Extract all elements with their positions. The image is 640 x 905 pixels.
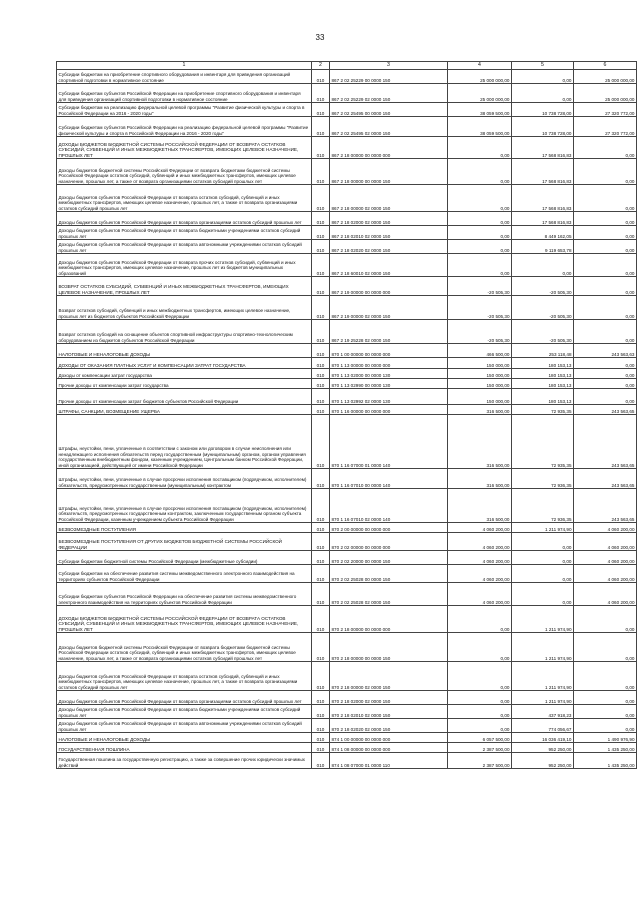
row-name-cell: Доходы бюджетов бюджетной системы Российской Федерации от возврата бюджетами бюджетной системы Российской Федерации остатков субсидий, субвенций и иных межбюджетных трансфертов, имеющих целевое назначение, прошлых лет, а также от возврата организациями остатков субсидий прошлых лет [57, 159, 312, 185]
row-kbk-cell: 870 2 02 25028 00 0000 150 [330, 565, 448, 583]
row-remaining-cell: 0,00 [574, 320, 637, 344]
row-code-cell: 010 [312, 743, 330, 753]
row-code-cell: 010 [312, 405, 330, 415]
row-code-cell: 010 [312, 159, 330, 185]
table-row [57, 583, 637, 606]
table-row [57, 358, 637, 369]
row-approved-cell: 4 060 200,00 [448, 583, 512, 606]
row-kbk-cell: 867 2 19 25228 02 0000 150 [330, 320, 448, 344]
row-approved-cell: 0,00 [448, 691, 512, 705]
row-name-cell: Доходы бюджетов субъектов Российской Федерации от возврата бюджетными учреждениями остатков субсидий прошлых лет [57, 705, 312, 719]
row-name-cell: Доходы от компенсации затрат государства [57, 369, 312, 379]
row-approved-cell: 150 000,00 [448, 389, 512, 405]
row-kbk-cell: 870 2 18 00000 00 0000 000 [330, 606, 448, 633]
row-name-cell: НАЛОГОВЫЕ И НЕНАЛОГОВЫЕ ДОХОДЫ [57, 344, 312, 358]
row-remaining-cell: 4 060 200,00 [574, 551, 637, 565]
row-code-cell: 010 [312, 254, 330, 277]
row-name-cell: Штрафы, неустойки, пени, уплаченные в случае просрочки исполнения поставщиком (подрядчиком, исполнителем) обязательств, предусмотренных государственным контрактом, заключенным государственным органом субъекта Российской Федерации, казенным учреждением субъекта Российской Федерации [57, 489, 312, 523]
row-code-cell: 010 [312, 226, 330, 240]
table-row [57, 389, 637, 405]
table-row [57, 469, 637, 489]
row-name-cell: Доходы бюджетов субъектов Российской Федерации от возврата организациями остатков субсидий прошлых лет [57, 212, 312, 226]
table-row [57, 719, 637, 733]
row-code-cell: 010 [312, 551, 330, 565]
row-kbk-cell: 870 2 18 02010 02 0000 150 [330, 705, 448, 719]
revenue-table [56, 61, 637, 769]
row-remaining-cell: 4 060 200,00 [574, 523, 637, 533]
row-code-cell: 010 [312, 84, 330, 103]
row-name-cell: Субсидии бюджетам на реализацию федеральной целевой программы "Развитие физической культуры и спорта в Российской Федерации на 2016 - 2020 годы" [57, 103, 312, 117]
row-approved-cell: 6 057 500,00 [448, 733, 512, 743]
row-name-cell: Доходы бюджетов бюджетной системы Российской Федерации от возврата бюджетами бюджетной системы Российской Федерации остатков субсидий, субвенций и иных межбюджетных трансфертов, имеющих целевое назначение, прошлых лет, а также от возврата организациями остатков субсидий прошлых лет [57, 633, 312, 662]
row-executed-cell: 774 056,67 [512, 719, 574, 733]
row-code-cell: 010 [312, 389, 330, 405]
row-code-cell: 010 [312, 277, 330, 296]
header-col-1: 1 [57, 62, 312, 70]
row-code-cell: 010 [312, 103, 330, 117]
row-kbk-cell: 867 2 18 00000 02 0000 150 [330, 185, 448, 212]
table-row [57, 185, 637, 212]
row-executed-cell: 0,00 [512, 70, 574, 84]
table-row [57, 691, 637, 705]
row-executed-cell: 253 118,48 [512, 344, 574, 358]
header-col-6: 6 [574, 62, 637, 70]
table-row [57, 277, 637, 296]
row-approved-cell: 0,00 [448, 719, 512, 733]
row-name-cell: Доходы бюджетов субъектов Российской Федерации от возврата автономными учреждениями остатков субсидий прошлых лет [57, 240, 312, 254]
row-code-cell: 010 [312, 320, 330, 344]
row-kbk-cell: 870 2 02 20000 00 0000 150 [330, 551, 448, 565]
row-approved-cell: 0,00 [448, 159, 512, 185]
row-executed-cell: 10 738 728,00 [512, 103, 574, 117]
row-kbk-cell: 867 2 18 00000 00 0000 150 [330, 159, 448, 185]
row-executed-cell: 72 935,35 [512, 415, 574, 469]
row-code-cell: 010 [312, 415, 330, 469]
row-kbk-cell: 874 1 08 00000 00 0000 000 [330, 743, 448, 753]
row-kbk-cell: 867 2 18 00000 00 0000 000 [330, 137, 448, 159]
table-row [57, 159, 637, 185]
row-remaining-cell: 0,00 [574, 606, 637, 633]
row-executed-cell: 72 936,35 [512, 489, 574, 523]
row-kbk-cell: 870 1 16 07010 00 0000 140 [330, 469, 448, 489]
row-approved-cell: 0,00 [448, 254, 512, 277]
row-remaining-cell: 27 320 772,00 [574, 117, 637, 137]
row-approved-cell: 150 000,00 [448, 379, 512, 389]
row-kbk-cell: 870 1 16 07010 02 0000 140 [330, 489, 448, 523]
row-remaining-cell: 0,00 [574, 719, 637, 733]
table-row [57, 489, 637, 523]
row-name-cell: Доходы бюджетов субъектов Российской Федерации от возврата бюджетными учреждениями остатков субсидий прошлых лет [57, 226, 312, 240]
row-executed-cell: 180 153,13 [512, 369, 574, 379]
row-executed-cell: 0,00 [512, 583, 574, 606]
row-kbk-cell: 867 2 02 25229 02 0000 150 [330, 84, 448, 103]
row-approved-cell: 0,00 [448, 212, 512, 226]
row-name-cell: ДОХОДЫ БЮДЖЕТОВ БЮДЖЕТНОЙ СИСТЕМЫ РОССИЙСКОЙ ФЕДЕРАЦИИ ОТ ВОЗВРАТА ОСТАТКОВ СУБСИДИЙ, СУБВЕНЦИЙ И ИНЫХ МЕЖБЮДЖЕТНЫХ ТРАНСФЕРТОВ, ИМЕЮЩИХ ЦЕЛЕВОЕ НАЗНАЧЕНИЕ, ПРОШЛЫХ ЛЕТ [57, 137, 312, 159]
header-col-5: 5 [512, 62, 574, 70]
row-remaining-cell: 0,00 [574, 137, 637, 159]
row-kbk-cell: 870 1 13 02990 00 0000 130 [330, 379, 448, 389]
row-name-cell: БЕЗВОЗМЕЗДНЫЕ ПОСТУПЛЕНИЯ [57, 523, 312, 533]
row-executed-cell: 180 153,13 [512, 358, 574, 369]
row-name-cell: Государственная пошлина за государственную регистрацию, а также за совершение прочих юридически значимых действий [57, 753, 312, 769]
row-executed-cell: 1 211 974,90 [512, 606, 574, 633]
row-kbk-cell: 867 2 19 00000 02 0000 150 [330, 296, 448, 320]
row-approved-cell: 150 000,00 [448, 369, 512, 379]
row-code-cell: 010 [312, 523, 330, 533]
table-row [57, 296, 637, 320]
row-approved-cell: 316 500,00 [448, 469, 512, 489]
row-executed-cell: 0,00 [512, 565, 574, 583]
table-row [57, 379, 637, 389]
row-executed-cell: 180 153,13 [512, 389, 574, 405]
row-kbk-cell: 870 1 00 00000 00 0000 000 [330, 344, 448, 358]
table-row [57, 320, 637, 344]
row-kbk-cell: 874 1 08 07000 01 0000 110 [330, 753, 448, 769]
row-kbk-cell: 870 2 00 00000 00 0000 000 [330, 523, 448, 533]
row-remaining-cell: 1 490 976,90 [574, 733, 637, 743]
row-name-cell: Возврат остатков субсидий, субвенций и иных межбюджетных трансфертов, имеющих целевое назначение, прошлых лет из бюджетов субъектов Российской Федерации [57, 296, 312, 320]
row-approved-cell: 0,00 [448, 137, 512, 159]
row-executed-cell: 437 918,23 [512, 705, 574, 719]
row-executed-cell: 1 211 974,90 [512, 633, 574, 662]
table-row [57, 240, 637, 254]
row-executed-cell: 10 738 728,00 [512, 117, 574, 137]
row-code-cell: 010 [312, 705, 330, 719]
row-name-cell: Субсидии бюджетам на приобретение спортивного оборудования и инвентаря для приведения организаций спортивной подготовки в нормативное состояние [57, 70, 312, 84]
row-code-cell: 010 [312, 565, 330, 583]
row-kbk-cell: 870 1 16 07000 01 0000 140 [330, 415, 448, 469]
row-name-cell: ДОХОДЫ БЮДЖЕТОВ БЮДЖЕТНОЙ СИСТЕМЫ РОССИЙСКОЙ ФЕДЕРАЦИИ ОТ ВОЗВРАТА ОСТАТКОВ СУБСИДИЙ, СУБВЕНЦИЙ И ИНЫХ МЕЖБЮДЖЕТНЫХ ТРАНСФЕРТОВ, ИМЕЮЩИХ ЦЕЛЕВОЕ НАЗНАЧЕНИЕ, ПРОШЛЫХ ЛЕТ [57, 606, 312, 633]
row-name-cell: Штрафы, неустойки, пени, уплаченные в соответствии с законом или договором в случае неисполнения или ненадлежащего исполнения обязательств перед государственным (муниципальным) органом, органом управления государственным внебюджетным фондом, казенным учреждением, Центральным банком Российской Федерации, иной организацией, действующей от имени Российской Федерации [57, 415, 312, 469]
row-remaining-cell: 4 060 200,00 [574, 565, 637, 583]
row-executed-cell: 1 211 974,90 [512, 691, 574, 705]
revenue-table-body [57, 62, 637, 769]
row-code-cell: 010 [312, 719, 330, 733]
row-executed-cell: 8 449 162,05 [512, 226, 574, 240]
row-approved-cell: 0,00 [448, 240, 512, 254]
row-code-cell: 010 [312, 369, 330, 379]
table-row [57, 103, 637, 117]
row-remaining-cell: 0,00 [574, 369, 637, 379]
table-row [57, 226, 637, 240]
row-kbk-cell: 867 2 18 02000 02 0000 150 [330, 212, 448, 226]
header-col-2: 2 [312, 62, 330, 70]
row-approved-cell: 25 000 000,00 [448, 70, 512, 84]
row-code-cell: 010 [312, 137, 330, 159]
row-approved-cell: 466 500,00 [448, 344, 512, 358]
row-remaining-cell: 243 563,65 [574, 469, 637, 489]
row-name-cell: Субсидии бюджетам субъектов Российской Федерации на реализацию федеральной целевой программы "Развитие физической культуры и спорта в Российской Федерации на 2016 - 2020 годы" [57, 117, 312, 137]
row-code-cell: 010 [312, 185, 330, 212]
row-code-cell: 010 [312, 240, 330, 254]
row-kbk-cell: 867 2 19 00000 00 0000 000 [330, 277, 448, 296]
row-kbk-cell: 870 2 18 02000 02 0000 150 [330, 691, 448, 705]
row-remaining-cell: 1 435 250,00 [574, 743, 637, 753]
table-row [57, 84, 637, 103]
row-approved-cell: 0,00 [448, 606, 512, 633]
row-name-cell: Возврат остатков субсидий на оснащение объектов спортивной инфраструктуры спортивно-технологическим оборудованием из бюджетов субъектов Российской Федерации [57, 320, 312, 344]
row-name-cell: НАЛОГОВЫЕ И НЕНАЛОГОВЫЕ ДОХОДЫ [57, 733, 312, 743]
table-row [57, 405, 637, 415]
row-executed-cell: 952 250,00 [512, 743, 574, 753]
row-remaining-cell: 4 060 200,00 [574, 533, 637, 551]
table-row [57, 705, 637, 719]
row-remaining-cell: 0,00 [574, 212, 637, 226]
row-code-cell: 010 [312, 296, 330, 320]
row-remaining-cell: 0,00 [574, 240, 637, 254]
row-name-cell: ВОЗВРАТ ОСТАТКОВ СУБСИДИЙ, СУБВЕНЦИЙ И ИНЫХ МЕЖБЮДЖЕТНЫХ ТРАНСФЕРТОВ, ИМЕЮЩИХ ЦЕЛЕВОЕ НАЗНАЧЕНИЕ, ПРОШЛЫХ ЛЕТ [57, 277, 312, 296]
row-name-cell: ДОХОДЫ ОТ ОКАЗАНИЯ ПЛАТНЫХ УСЛУГ И КОМПЕНСАЦИИ ЗАТРАТ ГОСУДАРСТВА [57, 358, 312, 369]
row-code-cell: 010 [312, 489, 330, 523]
row-code-cell: 010 [312, 753, 330, 769]
row-kbk-cell: 867 2 02 25495 00 0000 150 [330, 103, 448, 117]
row-executed-cell: 16 036 419,10 [512, 733, 574, 743]
row-kbk-cell: 867 2 18 60010 02 0000 150 [330, 254, 448, 277]
row-approved-cell: 0,00 [448, 662, 512, 691]
table-row [57, 662, 637, 691]
row-remaining-cell: 0,00 [574, 379, 637, 389]
row-name-cell: БЕЗВОЗМЕЗДНЫЕ ПОСТУПЛЕНИЯ ОТ ДРУГИХ БЮДЖЕТОВ БЮДЖЕТНОЙ СИСТЕМЫ РОССИЙСКОЙ ФЕДЕРАЦИИ [57, 533, 312, 551]
row-name-cell: ШТРАФЫ, САНКЦИИ, ВОЗМЕЩЕНИЕ УЩЕРБА [57, 405, 312, 415]
row-executed-cell: 17 568 816,83 [512, 159, 574, 185]
row-remaining-cell: 0,00 [574, 358, 637, 369]
table-row [57, 633, 637, 662]
row-remaining-cell: 0,00 [574, 691, 637, 705]
row-kbk-cell: 870 1 13 02992 02 0000 130 [330, 389, 448, 405]
row-remaining-cell: 0,00 [574, 277, 637, 296]
table-row [57, 369, 637, 379]
row-name-cell: Субсидии бюджетам на обеспечение развития системы межведомственного электронного взаимодействия на территориях субъектов Российской Федерации [57, 565, 312, 583]
table-row [57, 70, 637, 84]
row-executed-cell: 0,00 [512, 254, 574, 277]
row-approved-cell: 4 060 200,00 [448, 551, 512, 565]
row-remaining-cell: 243 563,65 [574, 405, 637, 415]
row-remaining-cell: 1 435 250,00 [574, 753, 637, 769]
row-approved-cell: -20 505,30 [448, 320, 512, 344]
row-approved-cell: 25 000 000,00 [448, 84, 512, 103]
row-remaining-cell: 25 000 000,00 [574, 84, 637, 103]
row-remaining-cell: 0,00 [574, 389, 637, 405]
row-code-cell: 010 [312, 691, 330, 705]
row-executed-cell: 0,00 [512, 84, 574, 103]
row-kbk-cell: 870 2 18 00000 02 0000 150 [330, 662, 448, 691]
row-kbk-cell: 870 1 13 02000 00 0000 130 [330, 369, 448, 379]
row-approved-cell: 4 060 200,00 [448, 565, 512, 583]
row-remaining-cell: 0,00 [574, 159, 637, 185]
table-row [57, 606, 637, 633]
row-code-cell: 010 [312, 633, 330, 662]
row-approved-cell: 0,00 [448, 705, 512, 719]
row-executed-cell: 1 211 974,90 [512, 662, 574, 691]
row-remaining-cell: 0,00 [574, 254, 637, 277]
row-code-cell: 010 [312, 117, 330, 137]
row-approved-cell: 4 060 200,00 [448, 533, 512, 551]
row-code-cell: 010 [312, 469, 330, 489]
row-name-cell: Доходы бюджетов субъектов Российской Федерации от возврата остатков субсидий, субвенций и иных межбюджетных трансфертов, имеющих целевое назначение, прошлых лет, а также от возврата организациями остатков субсидий прошлых лет [57, 185, 312, 212]
header-col-4: 4 [448, 62, 512, 70]
row-approved-cell: 0,00 [448, 226, 512, 240]
row-executed-cell: 72 935,35 [512, 405, 574, 415]
row-code-cell: 010 [312, 583, 330, 606]
row-approved-cell: 2 387 500,00 [448, 743, 512, 753]
table-row [57, 254, 637, 277]
row-kbk-cell: 867 2 18 02010 02 0000 150 [330, 226, 448, 240]
row-remaining-cell: 0,00 [574, 662, 637, 691]
row-remaining-cell: 243 563,63 [574, 344, 637, 358]
row-executed-cell: 1 211 974,90 [512, 523, 574, 533]
row-executed-cell: 0,00 [512, 533, 574, 551]
row-executed-cell: 72 936,35 [512, 469, 574, 489]
row-kbk-cell: 874 1 00 00000 00 0000 000 [330, 733, 448, 743]
row-remaining-cell: 243 563,65 [574, 489, 637, 523]
row-executed-cell: -20 505,30 [512, 296, 574, 320]
row-code-cell: 010 [312, 533, 330, 551]
header-col-3: 3 [330, 62, 448, 70]
row-code-cell: 010 [312, 606, 330, 633]
table-row [57, 743, 637, 753]
table-row [57, 551, 637, 565]
row-code-cell: 010 [312, 662, 330, 691]
row-approved-cell: 0,00 [448, 633, 512, 662]
row-code-cell: 010 [312, 212, 330, 226]
row-remaining-cell: 25 000 000,00 [574, 70, 637, 84]
row-name-cell: Доходы бюджетов субъектов Российской Федерации от возврата прочих остатков субсидий, субвенций и иных межбюджетных трансфертов, имеющих целевое назначение, прошлых лет из бюджетов муниципальных образований [57, 254, 312, 277]
row-name-cell: Субсидии бюджетам бюджетной системы Российской Федерации (межбюджетные субсидии) [57, 551, 312, 565]
row-kbk-cell: 870 2 02 00000 00 0000 000 [330, 533, 448, 551]
row-remaining-cell: 0,00 [574, 296, 637, 320]
table-row [57, 733, 637, 743]
row-remaining-cell: 27 320 772,00 [574, 103, 637, 117]
row-remaining-cell: 4 060 200,00 [574, 583, 637, 606]
table-row [57, 523, 637, 533]
table-row [57, 344, 637, 358]
row-approved-cell: 4 060 200,00 [448, 523, 512, 533]
row-name-cell: Субсидии бюджетам субъектов Российской Федерации на обеспечение развития системы межведомственного электронного взаимодействия на территориях субъектов Российской Федерации [57, 583, 312, 606]
row-approved-cell: 0,00 [448, 185, 512, 212]
row-kbk-cell: 870 2 18 02020 02 0000 150 [330, 719, 448, 733]
row-remaining-cell: 0,00 [574, 226, 637, 240]
row-remaining-cell: 243 563,65 [574, 415, 637, 469]
table-row [57, 212, 637, 226]
row-name-cell: Штрафы, неустойки, пени, уплаченные в случае просрочки исполнения поставщиком (подрядчиком, исполнителем) обязательств, предусмотренных государственным (муниципальным) контрактом [57, 469, 312, 489]
row-executed-cell: 180 153,13 [512, 379, 574, 389]
row-approved-cell: 150 000,00 [448, 358, 512, 369]
row-remaining-cell: 0,00 [574, 633, 637, 662]
table-row [57, 565, 637, 583]
row-name-cell: ГОСУДАРСТВЕННАЯ ПОШЛИНА [57, 743, 312, 753]
row-kbk-cell: 870 1 16 00000 00 0000 000 [330, 405, 448, 415]
row-code-cell: 010 [312, 344, 330, 358]
row-name-cell: Прочие доходы от компенсации затрат государства [57, 379, 312, 389]
table-row [57, 415, 637, 469]
row-name-cell: Субсидии бюджетам субъектов Российской Федерации на приобретение спортивного оборудования и инвентаря для приведения организаций спортивной подготовки в нормативное состояние [57, 84, 312, 103]
row-executed-cell: 952 250,00 [512, 753, 574, 769]
row-executed-cell: 17 568 816,83 [512, 137, 574, 159]
row-remaining-cell: 0,00 [574, 705, 637, 719]
row-approved-cell: 316 500,00 [448, 489, 512, 523]
table-row [57, 753, 637, 769]
row-remaining-cell: 0,00 [574, 185, 637, 212]
row-kbk-cell: 867 2 02 25495 02 0000 150 [330, 117, 448, 137]
row-code-cell: 010 [312, 358, 330, 369]
row-executed-cell: 9 119 653,78 [512, 240, 574, 254]
table-row [57, 117, 637, 137]
row-executed-cell: 17 568 816,83 [512, 212, 574, 226]
row-name-cell: Доходы бюджетов субъектов Российской Федерации от возврата остатков субсидий, субвенций и иных межбюджетных трансфертов, имеющих целевое назначение, прошлых лет, а также от возврата организациями остатков субсидий прошлых лет [57, 662, 312, 691]
row-approved-cell: 316 500,00 [448, 415, 512, 469]
row-kbk-cell: 867 2 02 25229 00 0000 150 [330, 70, 448, 84]
row-name-cell: Доходы бюджетов субъектов Российской Федерации от возврата организациями остатков субсидий прошлых лет [57, 691, 312, 705]
table-row [57, 533, 637, 551]
table-header-row [57, 62, 637, 70]
table-row [57, 137, 637, 159]
row-executed-cell: 0,00 [512, 551, 574, 565]
row-code-cell: 010 [312, 70, 330, 84]
row-kbk-cell: 870 1 13 00000 00 0000 000 [330, 358, 448, 369]
row-approved-cell: -20 505,30 [448, 277, 512, 296]
row-executed-cell: -20 505,30 [512, 277, 574, 296]
row-executed-cell: -20 505,30 [512, 320, 574, 344]
row-executed-cell: 17 568 816,83 [512, 185, 574, 212]
row-kbk-cell: 870 2 02 25028 02 0000 150 [330, 583, 448, 606]
row-approved-cell: 38 059 500,00 [448, 117, 512, 137]
page-number: 33 [315, 33, 325, 42]
row-name-cell: Прочие доходы от компенсации затрат бюджетов субъектов Российской Федерации [57, 389, 312, 405]
row-approved-cell: 38 059 500,00 [448, 103, 512, 117]
row-approved-cell: 2 387 500,00 [448, 753, 512, 769]
row-code-cell: 010 [312, 733, 330, 743]
row-approved-cell: -20 505,30 [448, 296, 512, 320]
row-kbk-cell: 870 2 18 00000 00 0000 150 [330, 633, 448, 662]
row-name-cell: Доходы бюджетов субъектов Российской Федерации от возврата автономными учреждениями остатков субсидий прошлых лет [57, 719, 312, 733]
row-approved-cell: 316 500,00 [448, 405, 512, 415]
row-kbk-cell: 867 2 18 02020 02 0000 150 [330, 240, 448, 254]
row-code-cell: 010 [312, 379, 330, 389]
